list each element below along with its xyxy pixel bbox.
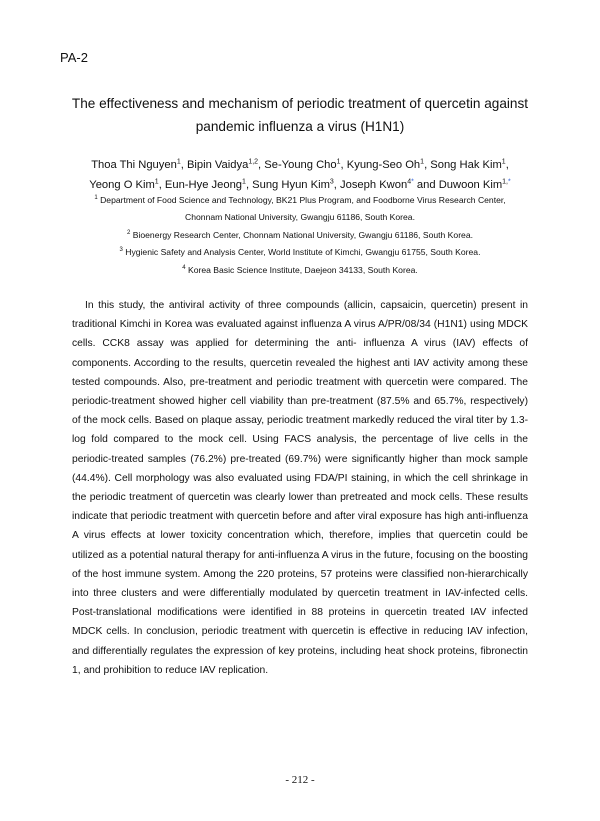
affiliation-list [60,192,540,279]
title-line-1: The effectiveness and mechanism of periodic treatment of quercetin against [71,96,529,111]
title-line-2: pandemic influenza a virus (H1N1) [195,119,405,134]
page-number: - 212 - [285,774,315,786]
author-list [60,155,540,195]
paper-title [70,92,530,138]
author: Bipin Vaidya$^{1,2}$, [186,158,265,171]
author: Sung Hyun Kim$^3$, [252,178,341,191]
author: Yeong O Kim$^1$, [89,178,165,191]
author: Thoa Thi Nguyen$^1$, [91,158,187,171]
corresponding-mark: * [507,178,511,186]
page-code: PA-2 [60,50,88,65]
author: Duwoon Kim$^{1,*}$ [438,178,511,191]
author: Se-Young Cho$^1$, [264,158,347,171]
affiliation: $^2$ Bioenergy Research Center, Chonnam National University, Gwangju 61186, South Korea. [126,229,473,240]
affiliation: Chonnam National University, Gwangju 61186, South Korea. [185,212,415,223]
author: Eun-Hye Jeong$^1$, [164,178,253,191]
abstract-body: In this study, the antiviral activity of three compounds (allicin, capsaicin, quercetin) present in traditional Kimchi in Korea was evaluated against influenza A virus A/PR/08/34 (H1N1) using MDCK cells. CCK8 assay was applied for determining the anti- influenza A virus (IAV) effects of components. According to the results, quercetin revealed the highest anti IAV activity among these tested compounds. Also, pre-treatment and periodic treatment with quercetin were compared. The periodic-treatment showed higher cell viability than pre-treatment (87.5% and 65.7%, respectively) of the mock cells. Based on plaque assay, periodic treatment markedly reduced the viral titer by 1.3-log fold compared to the mock cell. Using FACS analysis, the percentage of live cells in the periodic-treated samples (76.2%) pre-treated (69.7%) were significantly higher than mock sample (44.4%). Cell morphology was also evaluated using FDA/PI staining, in which the cell shrinkage in the periodic treatment of quercetin was clearly lower than pretreated and mock cells. These results indicate that periodic treatment with quercetin before and after viral exposure has high anti-influenza A virus effects at lower toxicity concentration which, therefore, implies that quercetin could be utilized as a potential natural therapy for anti-influenza A virus in the future, focusing on the boosting of the host immune system. Among the 220 proteins, 57 proteins were classified non-hierarchically into three clusters and were differentially modulated by quercetin treatment in IAV-infected cells. Post-translational modifications were identified in 88 proteins in quercetin treated IAV infected MDCK cells. In conclusion, periodic treatment with quercetin is effective in reducing IAV infection, and differentially regulates the expression of key proteins, including heat shock proteins, fibronectin 1, and prohibition to reduce IAV replication. [72,300,528,676]
affiliation: $^3$ Hygienic Safety and Analysis Center, World Institute of Kimchi, Gwangju 61755, South Korea. [119,247,481,258]
corresponding-mark: * [411,178,414,186]
author: Joseph Kwon$^{4*}$ and [340,178,439,191]
affiliation: $^4$ Korea Basic Science Institute, Daejeon 34133, South Korea. [182,264,418,275]
author: Song Hak Kim$^1$, [430,158,509,171]
affiliation: $^1$ Department of Food Science and Technology, BK21 Plus Program, and Foodborne Virus Research Center, [94,195,506,205]
author: Kyung-Seo Oh$^1$, [346,158,431,171]
